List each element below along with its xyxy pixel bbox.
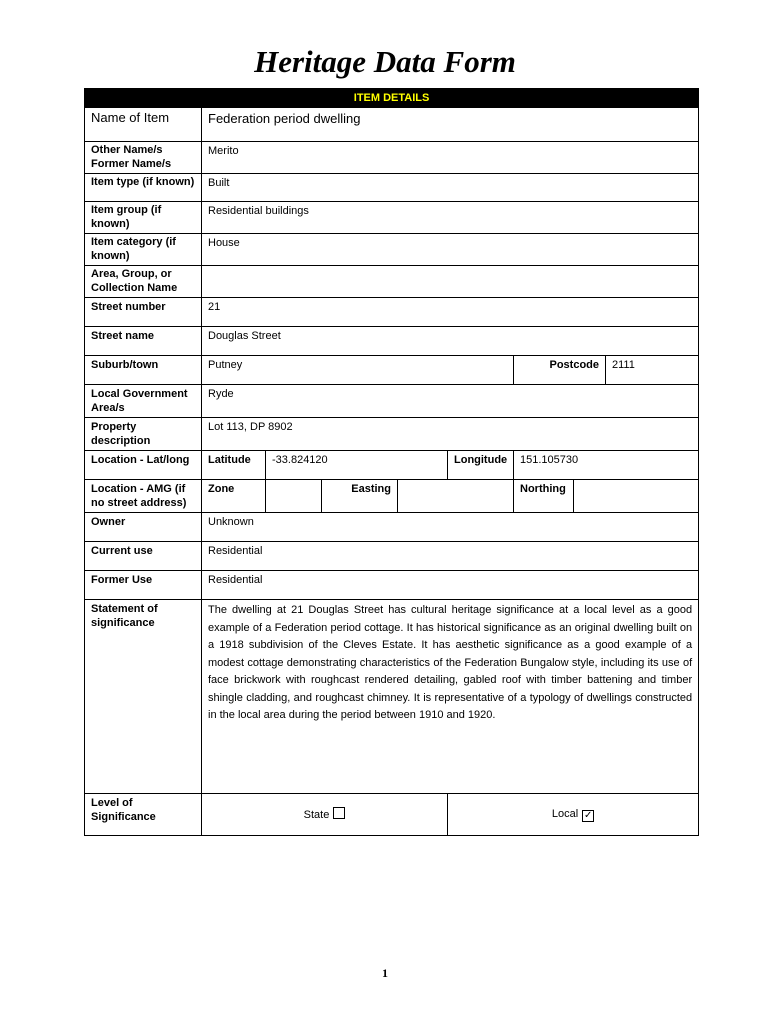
latitude-value[interactable]: -33.824120 [266,451,448,480]
row-area-group [85,266,699,298]
northing-label: Northing [514,480,574,513]
row-former-use [85,571,699,600]
row-current-use [85,542,699,571]
row-item-type [85,174,699,202]
street-number-value[interactable]: 21 [202,298,699,327]
postcode-value[interactable]: 2111 [606,356,699,385]
property-description-label: Property description [85,418,202,451]
easting-label: Easting [322,480,398,513]
item-type-value[interactable]: Built [202,174,699,202]
item-group-label: Item group (if known) [85,202,202,234]
name-of-item-value[interactable]: Federation period dwelling [202,108,699,142]
other-names-label: Other Name/s Former Name/s [85,142,202,174]
page-number: 1 [382,966,388,980]
row-property-description [85,418,699,451]
street-name-label: Street name [85,327,202,356]
row-statement [85,600,699,794]
item-type-label: Item type (if known) [85,174,202,202]
zone-label: Zone [202,480,266,513]
owner-label: Owner [85,513,202,542]
heritage-form-table [84,88,699,836]
postcode-label: Postcode [514,356,606,385]
former-use-label: Former Use [85,571,202,600]
row-lga [85,385,699,418]
latitude-label: Latitude [202,451,266,480]
section-header: ITEM DETAILS [85,89,699,108]
row-level [85,794,699,836]
suburb-value[interactable]: Putney [202,356,514,385]
property-description-value[interactable]: Lot 113, DP 8902 [202,418,699,451]
section-header-row [85,89,699,108]
state-label: State [303,809,330,821]
statement-value[interactable]: The dwelling at 21 Douglas Street has cultural heritage significance at a local level as a good example of a Federation period cottage. It has historical significance as an original dwelling built on a 1918 subdivision of the Cleves Estate. It has aesthetic significance as a good example of a modest cottage demonstrating characteristics of the Federation Bungalow style, including its use of face brickwork with roughcast rendered detailing, gabled roof with timber battening and timber shingle cladding, and roughcast chimney. It is representative of a typology of dwellings constructed in the local area during the period between 1910 and 1920. [202,600,699,794]
other-names-value[interactable]: Merito [202,142,699,174]
name-of-item-label: Name of Item [85,108,202,142]
row-location-latlong [85,451,699,480]
lga-label: Local Government Area/s [85,385,202,418]
former-use-value[interactable]: Residential [202,571,699,600]
row-name-of-item [85,108,699,142]
owner-value[interactable]: Unknown [202,513,699,542]
state-checkbox[interactable] [333,807,345,819]
row-other-names [85,142,699,174]
item-category-value[interactable]: House [202,234,699,266]
zone-value[interactable] [266,480,322,513]
location-latlong-label: Location - Lat/long [85,451,202,480]
row-street-name [85,327,699,356]
local-label: Local [551,808,579,820]
easting-value[interactable] [398,480,514,513]
level-local-cell [448,794,699,836]
row-suburb [85,356,699,385]
lga-value[interactable]: Ryde [202,385,699,418]
row-street-number [85,298,699,327]
location-amg-label: Location - AMG (if no street address) [85,480,202,513]
suburb-label: Suburb/town [85,356,202,385]
item-group-value[interactable]: Residential buildings [202,202,699,234]
level-state-cell [202,794,448,836]
current-use-label: Current use [85,542,202,571]
current-use-value[interactable]: Residential [202,542,699,571]
northing-value[interactable] [574,480,699,513]
area-group-label: Area, Group, or Collection Name [85,266,202,298]
row-owner [85,513,699,542]
row-location-amg [85,480,699,513]
street-name-value[interactable]: Douglas Street [202,327,699,356]
area-group-value[interactable] [202,266,699,298]
level-label: Level of Significance [85,794,202,836]
item-category-label: Item category (if known) [85,234,202,266]
local-checkbox[interactable]: ✓ [584,810,593,821]
longitude-value[interactable]: 151.105730 [514,451,699,480]
form-title: Heritage Data Form [254,44,516,79]
row-item-category [85,234,699,266]
row-item-group [85,202,699,234]
statement-label: Statement of significance [85,600,202,794]
street-number-label: Street number [85,298,202,327]
longitude-label: Longitude [448,451,514,480]
